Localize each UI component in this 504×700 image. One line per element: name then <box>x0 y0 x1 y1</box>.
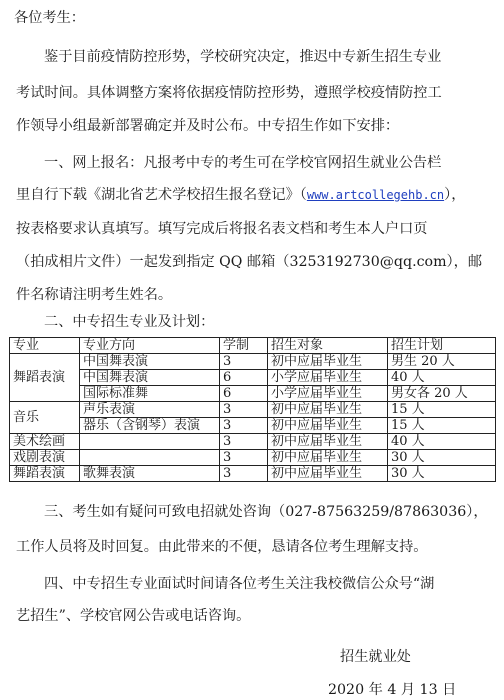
cell-direction: 中国舞表演 <box>80 354 220 370</box>
cell-years: 3 <box>220 402 268 418</box>
section2-title: 二、中专招生专业及计划： <box>44 314 215 330</box>
cell-target: 初中应届毕业生 <box>268 466 388 482</box>
signature-date: 2020 年 4 月 13 日 <box>328 682 457 699</box>
cell-plan: 男女各 20 人 <box>388 386 496 402</box>
section3-line-2: 工作人员将及时回复。由此带来的不便，恳请各位考生理解支持。 <box>16 539 428 555</box>
cell-plan: 15 人 <box>388 402 496 418</box>
intro-line-3: 作领导小组最新部署确定并及时公布。中专招生作如下安排： <box>16 118 400 134</box>
cell-direction: 器乐（含钢琴）表演 <box>80 418 220 434</box>
cell-target: 小学应届毕业生 <box>268 370 388 386</box>
section1-line-4: （拍成相片文件）一起发到指定 QQ 邮箱（3253192730@qq.com），邮 <box>16 254 483 270</box>
table-row <box>10 466 496 482</box>
cell-major: 舞蹈表演 <box>10 354 80 402</box>
greeting: 各位考生： <box>14 10 85 26</box>
enrollment-plan-table <box>9 337 496 482</box>
intro-line-1: 鉴于目前疫情防控形势，学校研究决定，推迟中专新生招生专业 <box>44 49 442 65</box>
cell-years: 3 <box>220 418 268 434</box>
cell-major: 美术绘画 <box>10 434 80 450</box>
cell-major: 戏剧表演 <box>10 450 80 466</box>
table-row <box>10 418 496 434</box>
cell-target: 小学应届毕业生 <box>268 386 388 402</box>
header-major: 专业 <box>10 338 80 354</box>
section1-line-2-suffix: ）， <box>444 187 466 203</box>
header-target: 招生对象 <box>268 338 388 354</box>
table-row <box>10 434 496 450</box>
cell-plan: 30 人 <box>388 450 496 466</box>
signature-org: 招生就业处 <box>340 649 411 666</box>
cell-direction <box>80 434 220 450</box>
cell-direction <box>80 450 220 466</box>
section4-line-1: 四、中专招生专业面试时间请各位考生关注我校微信公众号“湖 <box>44 576 435 592</box>
cell-years: 3 <box>220 450 268 466</box>
cell-target: 初中应届毕业生 <box>268 450 388 466</box>
section1-line-2-prefix: 里自行下载《湖北省艺术学校招生报名登记》（ <box>16 187 307 203</box>
section1-line-5: 件名称请注明考生姓名。 <box>16 287 173 303</box>
cell-plan: 40 人 <box>388 370 496 386</box>
header-plan: 招生计划 <box>388 338 496 354</box>
cell-target: 初中应届毕业生 <box>268 402 388 418</box>
cell-direction: 声乐表演 <box>80 402 220 418</box>
cell-years: 3 <box>220 434 268 450</box>
section1-line-3: 按表格要求认真填写。填写完成后将报名表文档和考生本人户口页 <box>16 221 428 237</box>
cell-direction: 歌舞表演 <box>80 466 220 482</box>
cell-plan: 15 人 <box>388 418 496 434</box>
table-row <box>10 402 496 418</box>
header-direction: 专业方向 <box>80 338 220 354</box>
cell-plan: 30 人 <box>388 466 496 482</box>
cell-years: 6 <box>220 370 268 386</box>
cell-major: 音乐 <box>10 402 80 434</box>
cell-years: 3 <box>220 354 268 370</box>
cell-direction: 国际标准舞 <box>80 386 220 402</box>
table-header-row <box>10 338 496 354</box>
section3-line-1: 三、考生如有疑问可致电招就处咨询（027-87563259/87863036）， <box>44 504 488 520</box>
website-link[interactable]: www.artcollegehb.cn <box>306 188 445 202</box>
section1-line-1: 一、网上报名：凡报考中专的考生可在学校官网招生就业公告栏 <box>44 155 442 171</box>
cell-target: 初中应届毕业生 <box>268 418 388 434</box>
table-row <box>10 354 496 370</box>
cell-years: 6 <box>220 386 268 402</box>
cell-direction: 中国舞表演 <box>80 370 220 386</box>
section4-line-2: 艺招生”、学校官网公告或电话咨询。 <box>16 608 251 624</box>
table-row <box>10 386 496 402</box>
cell-plan: 男生 20 人 <box>388 354 496 370</box>
section1-line-2 <box>16 185 465 205</box>
cell-target: 初中应届毕业生 <box>268 434 388 450</box>
header-years: 学制 <box>220 338 268 354</box>
cell-major: 舞蹈表演 <box>10 466 80 482</box>
table-row <box>10 450 496 466</box>
cell-target: 初中应届毕业生 <box>268 354 388 370</box>
intro-line-2: 考试时间。具体调整方案将依据疫情防控形势，遵照学校疫情防控工 <box>16 85 442 101</box>
table-row <box>10 370 496 386</box>
cell-plan: 40 人 <box>388 434 496 450</box>
cell-years: 3 <box>220 466 268 482</box>
